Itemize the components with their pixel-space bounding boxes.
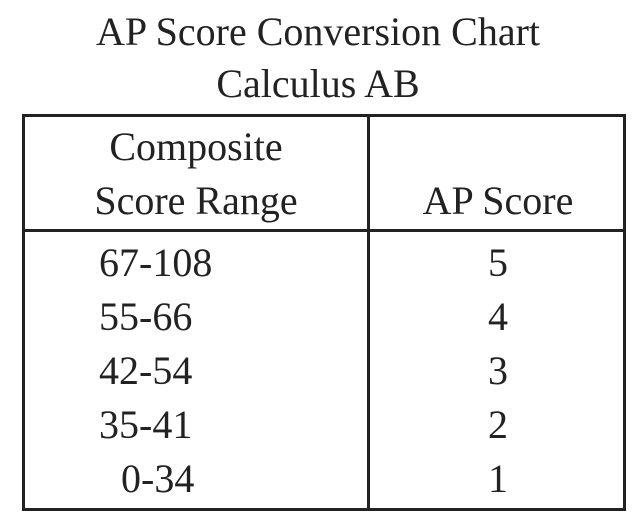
score-range-cell: 67-108 bbox=[99, 240, 213, 285]
header-ap-score: AP Score bbox=[422, 178, 574, 223]
ap-score-cell: 2 bbox=[488, 402, 508, 447]
ap-score-cell: 4 bbox=[488, 294, 508, 339]
header-divider bbox=[25, 229, 623, 232]
table-body bbox=[25, 236, 623, 506]
table-row bbox=[25, 452, 623, 506]
score-range-cell: 35-41 bbox=[99, 402, 193, 447]
ap-score-cell: 3 bbox=[488, 348, 508, 393]
ap-score-cell: 1 bbox=[488, 456, 508, 501]
table-row bbox=[25, 398, 623, 452]
header-composite-line2: Score Range bbox=[94, 178, 298, 223]
ap-score-cell: 5 bbox=[488, 240, 508, 285]
conversion-table bbox=[22, 114, 626, 511]
table-row bbox=[25, 344, 623, 398]
score-range-cell: 42-54 bbox=[99, 348, 193, 393]
table-row bbox=[25, 236, 623, 290]
chart-subtitle: Calculus AB bbox=[216, 61, 420, 106]
header-composite-line1: Composite bbox=[109, 124, 283, 169]
chart-title: AP Score Conversion Chart bbox=[95, 9, 541, 54]
score-range-cell: 0-34 bbox=[121, 456, 195, 501]
table-row bbox=[25, 290, 623, 344]
score-range-cell: 55-66 bbox=[99, 294, 193, 339]
